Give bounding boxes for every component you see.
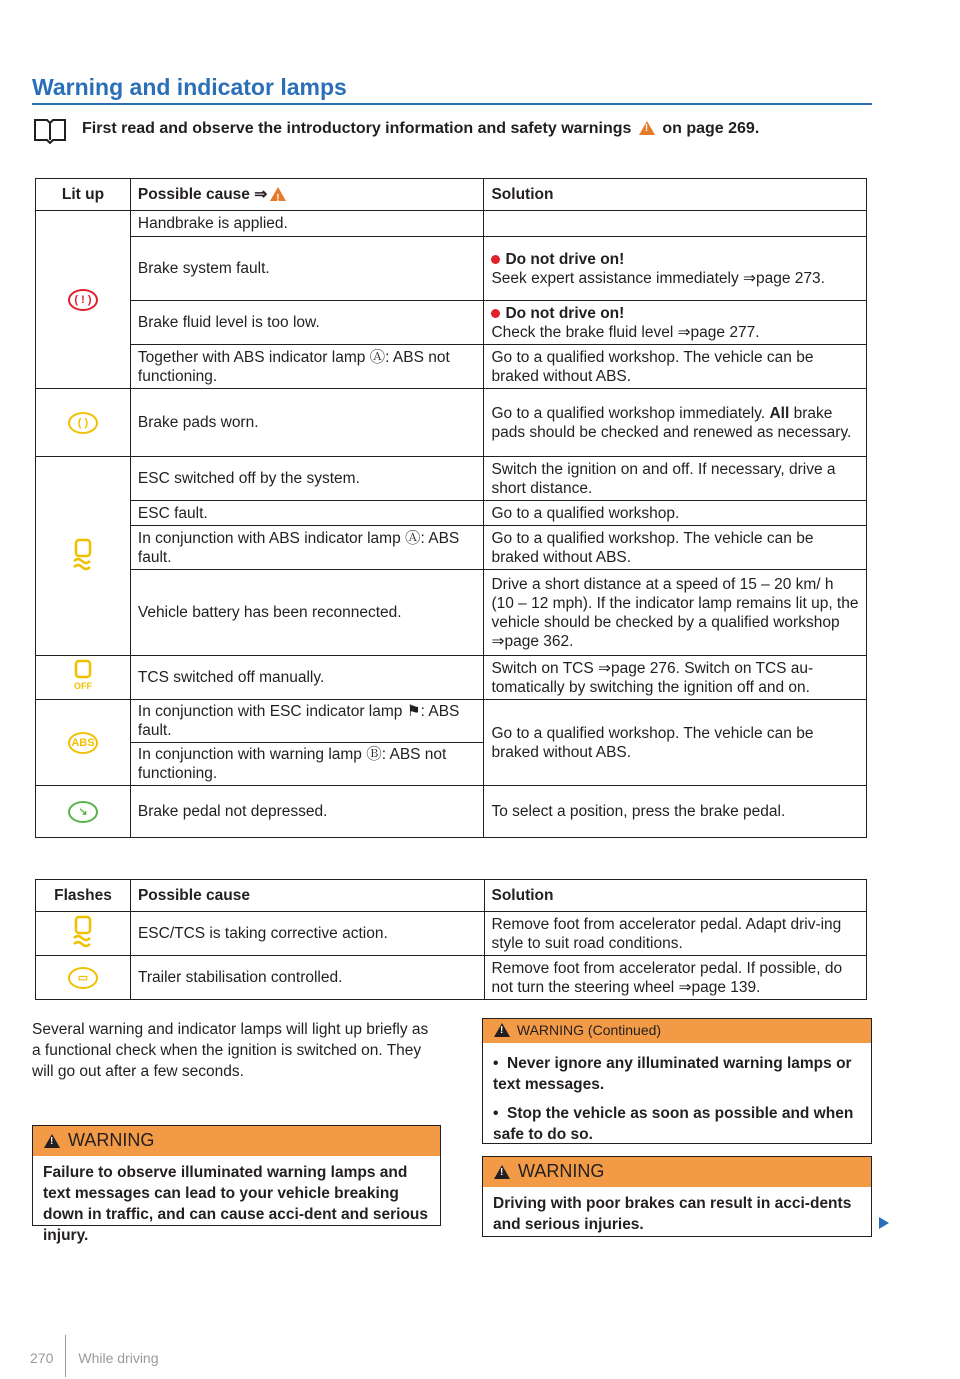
list-item: • Never ignore any illuminated warning lamps or text messages.: [493, 1055, 852, 1093]
trailer-stabilisation-icon: ▭: [36, 956, 131, 1000]
title-divider: [32, 103, 872, 105]
header-lit-up: Lit up: [36, 179, 131, 211]
warning-triangle-icon: [270, 187, 286, 201]
list-item: • Stop the vehicle as soon as possible and when safe to do so.: [493, 1105, 854, 1143]
table-row: OFF TCS switched off manually. Switch on TCS ⇒page 276. Switch on TCS au-tomatically by switching the ignition off and on.: [36, 656, 867, 700]
lit-up-table: [35, 178, 867, 838]
table-header-row: [36, 880, 867, 912]
table-row: Brake system fault. Do not drive on! Seek expert assistance immediately ⇒page 273.: [36, 237, 867, 301]
header-cause: Possible cause ⇒!: [130, 179, 484, 211]
warning-triangle-icon: [494, 1023, 510, 1037]
page-footer: [30, 1335, 159, 1377]
warning-box: ! WARNING Driving with poor brakes can result in acci-dents and serious injuries.: [482, 1156, 872, 1237]
table-row: Together with ABS indicator lamp Ⓐ: ABS not functioning. Go to a qualified workshop. The vehicle can be braked without ABS.: [36, 345, 867, 389]
header-solution: Solution: [484, 179, 867, 211]
intro-text: First read and observe the introductory information and safety warnings: [82, 120, 632, 137]
table-row: ▭ Trailer stabilisation controlled. Remove foot from accelerator pedal. If possible, do not turn the steering wheel ⇒page 139.: [36, 956, 867, 1000]
brake-warning-icon: ( ! ): [36, 211, 131, 389]
table-row: ABS In conjunction with ESC indicator lamp ⚑: ABS fault. Go to a qualified workshop. The vehicle can be braked without ABS.: [36, 700, 867, 743]
flashes-table: [35, 879, 867, 1000]
continue-arrow-icon: [879, 1217, 889, 1229]
warning-continued-box: ! WARNING (Continued) • Never ignore any illuminated warning lamps or text messages. • Stop the vehicle as soon as possible and when safe to do so.: [482, 1018, 872, 1144]
header-cause: Possible cause: [130, 880, 484, 912]
tcs-off-icon: [36, 656, 131, 700]
table-row: In conjunction with ABS indicator lamp Ⓐ: ABS fault. Go to a qualified workshop. The vehicle can be braked without ABS.: [36, 526, 867, 570]
esc-tcs-icon: [36, 912, 131, 956]
intro-note: [32, 112, 872, 146]
stop-dot-icon: [491, 309, 500, 318]
table-row: ↘ Brake pedal not depressed. To select a position, press the brake pedal.: [36, 786, 867, 838]
warning-triangle-icon: [44, 1134, 60, 1148]
page-title: Warning and indicator lamps: [32, 74, 347, 100]
table-row: In conjunction with warning lamp Ⓑ: ABS not functioning.: [36, 743, 867, 786]
page-number: 270: [30, 1350, 54, 1366]
book-icon: [32, 114, 68, 144]
svg-text:OFF: OFF: [73, 681, 92, 691]
abs-icon: ABS: [36, 700, 131, 786]
table-row: ESC fault. Go to a qualified workshop.: [36, 501, 867, 526]
brake-pedal-icon: ↘: [36, 786, 131, 838]
warning-triangle-icon: [494, 1165, 510, 1179]
table-row: ESC switched off by the system. Switch the ignition on and off. If necessary, drive a short distance.: [36, 457, 867, 501]
section-name: While driving: [78, 1350, 159, 1366]
table-row: ESC/TCS is taking corrective action. Remove foot from accelerator pedal. Adapt driv-ing style to suit road conditions.: [36, 912, 867, 956]
table-row: Brake fluid level is too low. Do not drive on! Check the brake fluid level ⇒page 277.: [36, 301, 867, 345]
esc-icon: [36, 457, 131, 656]
warning-box: ! WARNING Failure to observe illuminated warning lamps and text messages can lead to your vehicle breaking down in traffic, and can cause acci-dent and serious injury.: [32, 1125, 441, 1226]
warning-triangle-icon: [639, 121, 655, 135]
header-solution: Solution: [484, 880, 867, 912]
table-row: ( ! ) Handbrake is applied.: [36, 211, 867, 237]
table-header-row: [36, 179, 867, 211]
header-flashes: Flashes: [36, 880, 131, 912]
brake-pads-icon: ( ): [36, 389, 131, 457]
functional-check-text: Several warning and indicator lamps will light up briefly as a functional check when the ignition is switched on. They will go out after a few seconds.: [32, 1021, 429, 1080]
table-row: ( ) Brake pads worn. Go to a qualified workshop immediately. All brake pads should be checked and renewed as necessary.: [36, 389, 867, 457]
stop-dot-icon: [491, 255, 500, 264]
intro-page-ref: on page 269.: [662, 120, 760, 137]
table-row: Vehicle battery has been reconnected. Drive a short distance at a speed of 15 – 20 km/ h (10 – 12 mph). If the indicator lamp remains lit up, the vehicle should be checked by a qualified workshop ⇒page 362.: [36, 570, 867, 656]
